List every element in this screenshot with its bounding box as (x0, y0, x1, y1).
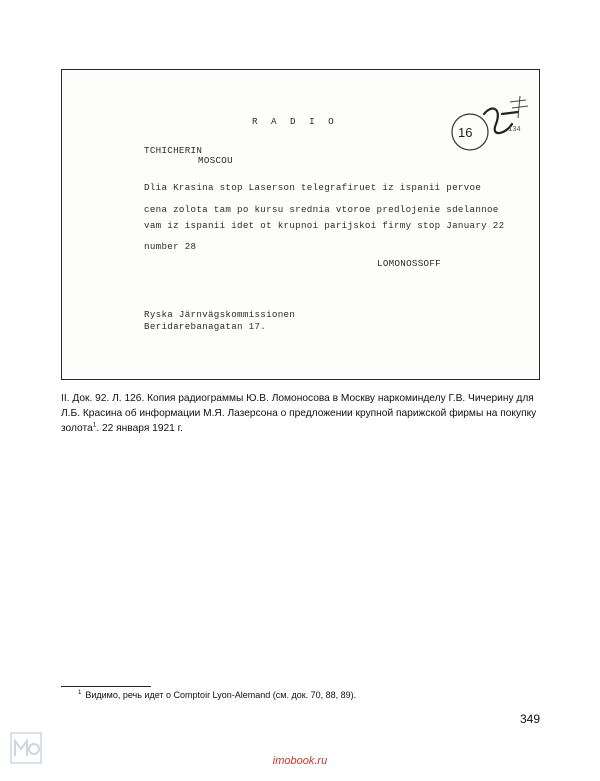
stamp-number: 16 (458, 125, 473, 140)
telegram-footer-line: Beridarebanagatan 17. (144, 321, 267, 332)
telegram-city: MOSCOU (198, 155, 233, 166)
caption-footnote-ref[interactable]: 1 (92, 421, 97, 429)
telegram-body-line: cena zolota tam po kursu srednia vtoroe predlojenie sdelannoe (144, 204, 499, 215)
footnote-number: 1 (78, 690, 82, 696)
caption-text: II. Док. 92. Л. 126. Копия радиограммы Ю.В. Ломоносова в Москву наркоминделу Г.В. Чичерину для Л.Б. Красина об информации М.Я. Лазерсона о предложении крупной парижской фирмы на покупку золота (61, 393, 537, 434)
site-link[interactable]: imobook.ru (272, 755, 328, 767)
telegram-addressee: TCHICHERIN (144, 145, 203, 156)
stamp-mark: 134 (508, 126, 521, 134)
telegram-signature: LOMONOSSOFF (377, 258, 441, 269)
page-number: 349 (520, 712, 541, 726)
telegram-footer-line: Ryska Järnvägskommissionen (144, 309, 296, 320)
figure-caption (61, 391, 543, 436)
caption-date: . 22 января 1921 г. (96, 423, 183, 434)
telegram-body-line: Dlia Krasina stop Laserson telegrafiruet iz ispanii pervoe (144, 182, 482, 193)
telegram-body-line: vam iz ispanii idet ot krupnoi parijskoi firmy stop January 22 (144, 220, 505, 231)
telegram-body-line: number 28 (144, 241, 197, 252)
footnote-divider (61, 686, 151, 687)
telegram-header: R A D I O (252, 116, 338, 127)
footnote-text: Видимо, речь идет о Comptoir Lyon-Alemand (см. док. 70, 88, 89). (85, 690, 357, 700)
document-scan (61, 69, 540, 380)
footnote (78, 690, 356, 700)
